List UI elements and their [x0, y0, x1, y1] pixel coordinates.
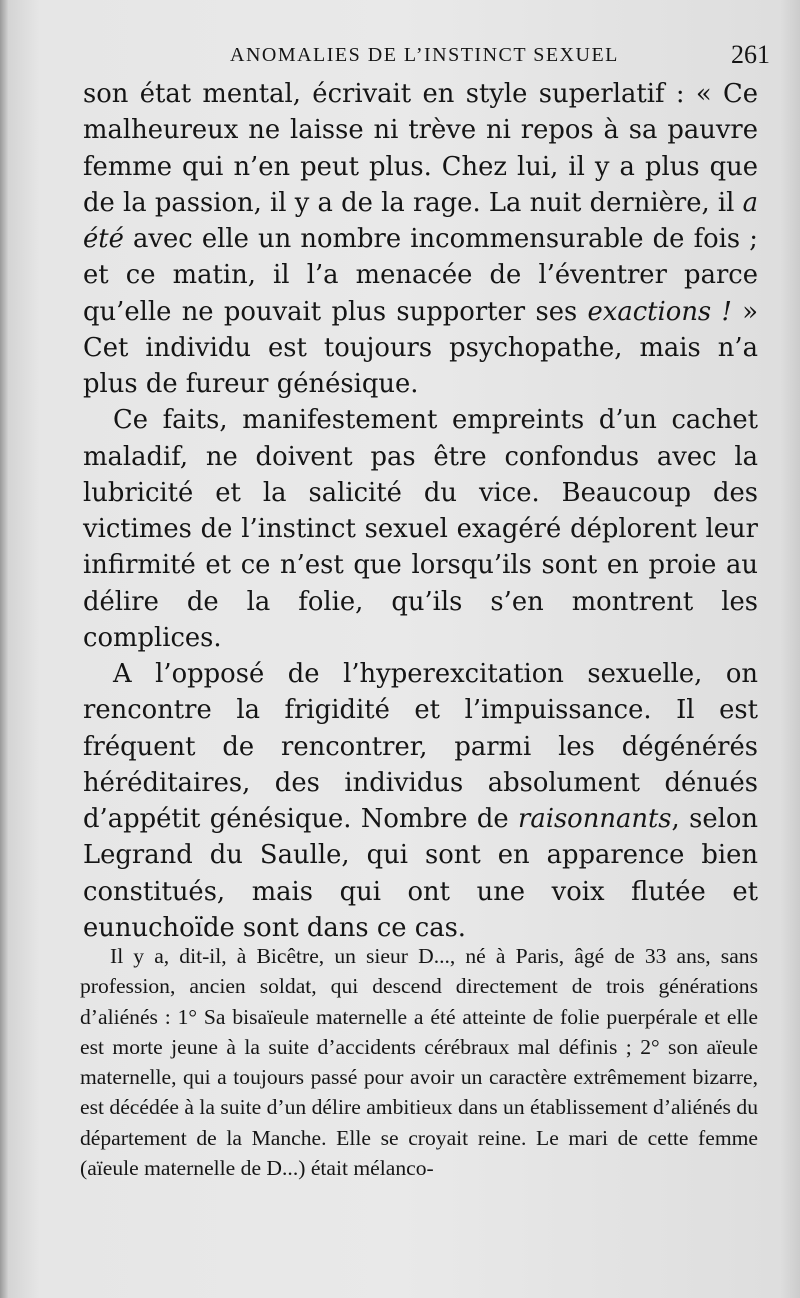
paragraph-1: son état mental, écrivait en style superlatif : « Ce malheureux ne laisse ni trève ni repos à sa pauvre femme qui n’en peut plus. Chez lui, il y a plus que de la passion, il y a de la rage. La nuit dernière, il a été avec elle un nombre incommensurable de fois ; et ce matin, il l’a menacée de l’éventrer parce qu’elle ne pouvait plus supporter ses exactions ! » Cet individu est toujours psychopathe, mais n’a plus de fureur génésique. [83, 79, 758, 399]
page-header [150, 40, 770, 76]
quoted-note [80, 941, 758, 1183]
italic-exactions: exactions ! [587, 296, 732, 327]
running-title: ANOMALIES DE L’INSTINCT SEXUEL [230, 44, 619, 66]
note-paragraph: Il y a, dit-il, à Bicêtre, un sieur D..., né à Paris, âgé de 33 ans, sans profession, ancien soldat, qui descend directement de trois générations d’aliénés : 1° Sa bisaïeule maternelle a été atteinte de folie puerpérale et elle est morte jeune à la suite d’accidents cérébraux mal définis ; 2° son aïeule maternelle, qui a toujours passé pour avoir un caractère extrêmement bizarre, est décédée à la suite d’un délire ambitieux dans un établissement d’aliénés du département de la Manche. Elle se croyait reine. Le mari de cette femme (aïeule maternelle de D...) était mélanco- [80, 944, 758, 1181]
paragraph-3: A l’opposé de l’hyperexcitation sexuelle, on rencontre la frigidité et l’impuissance. Il est fréquent de rencontrer, parmi les dégénérés héréditaires, des individus absolument dénués d’appétit génésique. Nombre de raisonnants, selon Legrand du Saulle, qui sont en apparence bien constitués, mais qui ont une voix flutée et eunuchoïde sont dans ce cas. [83, 659, 758, 943]
italic-raisonnants: raisonnants [517, 804, 672, 834]
binding-edge [0, 0, 8, 1298]
paragraph-2: Ce faits, manifestement empreints d’un cachet maladif, ne doivent pas être confondus avec la lubricité et la salicité du vice. Beaucoup des victimes de l’instinct sexuel exagéré déplorent leur infirmité et ce n’est que lorsqu’ils sont en proie au délire de la folie, qu’ils s’en montrent les complices. [83, 405, 758, 653]
main-text [83, 76, 758, 946]
page-number: 261 [731, 40, 770, 69]
italic-a-ete: a été [83, 187, 758, 254]
